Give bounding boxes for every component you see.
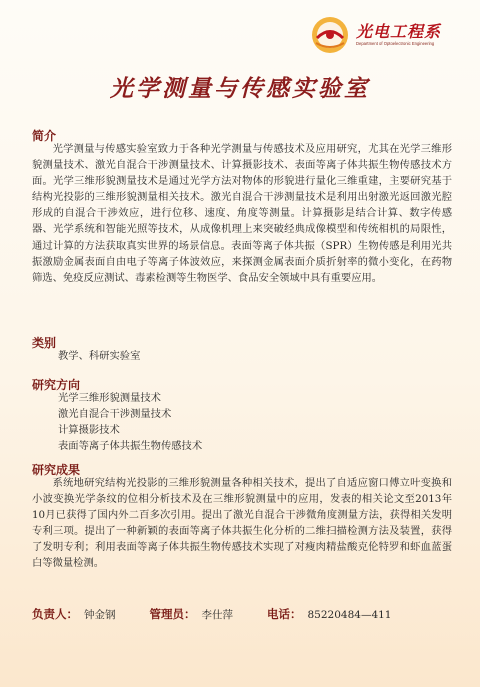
contact-footer: [32, 606, 452, 622]
logo-chinese-name: 光电工程系: [356, 22, 442, 41]
page-title: 光学测量与传感实验室: [110, 75, 370, 102]
logo-emblem-icon: [310, 15, 350, 55]
phone-label: 电话：: [267, 607, 302, 621]
category-text: 教学、科研实验室: [58, 350, 141, 362]
leader-label: 负责人：: [32, 607, 78, 621]
logo-english-name: Department of Optoelectronic Engineering: [356, 41, 435, 46]
intro-heading: 简介: [32, 129, 57, 143]
intro-paragraph: 光学测量与传感实验室致力于各种光学测量与传感技术及应用研究，尤其在光学三维形貌测量技术、激光自混合干涉测量技术、计算摄影技术、表面等离子体共振生物传感技术方面。光学三维形貌测量技术是通过光学方法对物体的形貌进行量化三维重建，主要研究基于结构光投影的三维形貌测量相关技术。激光自混合干涉测量技术是利用出射激光返回激光腔形成的自混合干涉效应，进行位移、速度、角度等测量。计算摄影是结合计算、数字传感器、光学系统和智能光照等技术，从成像机理上来突破经典成像模型和传统相机的局限性，通过计算的方法获取真实世界的场景信息。表面等离子体共振（SPR）生物传感是利用光共振激励金属表面自由电子等离子体波效应，来探测金属表面介质折射率的微小变化，在药物筛选、免疫反应测试、毒素检测等生物医学、食品安全领域中具有重要应用。: [32, 143, 452, 284]
directions-heading: 研究方向: [32, 378, 81, 392]
category-heading: 类别: [32, 336, 57, 350]
results-heading: 研究成果: [32, 463, 81, 477]
direction-item: 激光自混合干涉测量技术: [58, 408, 172, 420]
admin-label: 管理员：: [149, 607, 196, 621]
admin-name: 李仕萍: [201, 609, 233, 621]
department-logo: [310, 12, 460, 58]
direction-item: 表面等离子体共振生物传感技术: [58, 440, 203, 452]
leader-name: 钟金钢: [84, 609, 116, 621]
results-paragraph: 系统地研究结构光投影的三维形貌测量各种相关技术，提出了自适应窗口傅立叶变换和小波变换光学条纹的位相分析技术及在三维形貌测量中的应用，发表的相关论文至2013年10月已获得了国内外二百多次引用。提出了激光自混合干涉微角度测量方法，获得相关发明专利三项。提出了一种新颖的表面等离子体共振生化分析的二维扫描检测方法及装置，获得了发明专利；利用表面等离子体共振生物传感技术实现了对瘦肉精盐酸克伦特罗和虾血蓝蛋白等微量检测。: [32, 477, 452, 570]
phone-number: 85220484—411: [307, 609, 392, 621]
direction-item: 计算摄影技术: [58, 424, 120, 436]
direction-item: 光学三维形貌测量技术: [58, 392, 161, 404]
